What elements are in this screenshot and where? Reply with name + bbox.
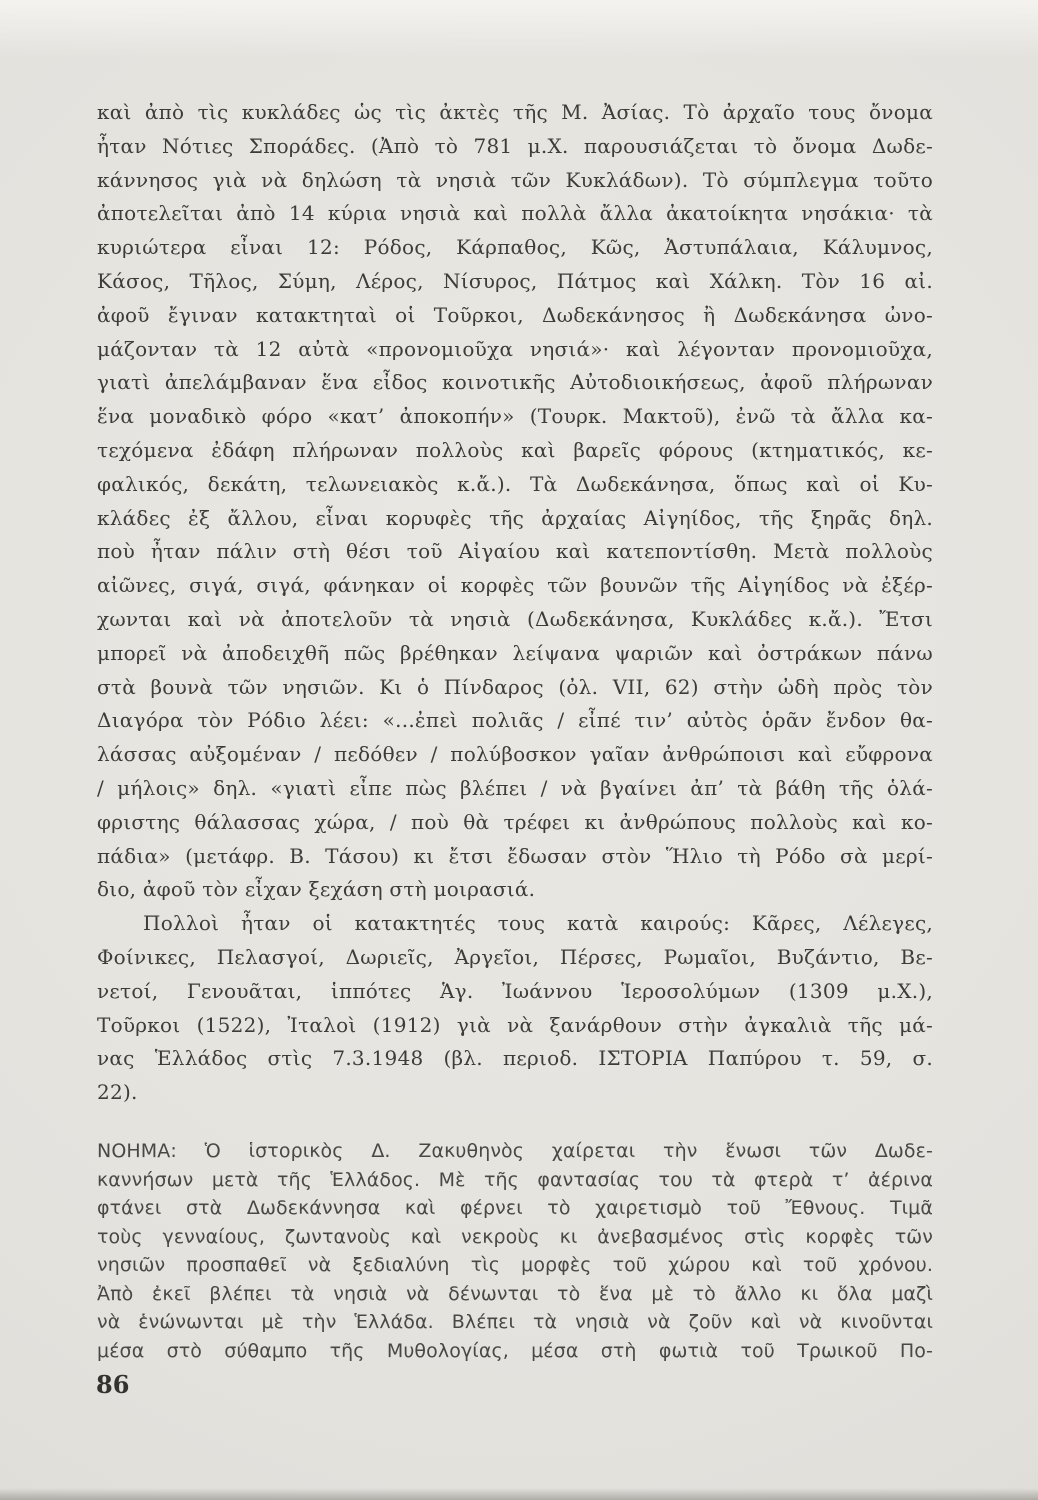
text-line: νετοί, Γενουᾶται, ἱππότες Ἁγ. Ἰωάννου Ἱεροσολύμων (1309 μ.Χ.), xyxy=(97,978,933,1003)
text-line: ἕνα μοναδικὸ φόρο «κατ’ ἀποκοπήν» (Τουρκ. Μακτοῦ), ἐνῶ τὰ ἄλλα κα- xyxy=(97,404,933,429)
text-line: αἰῶνες, σιγά, σιγά, φάνηκαν οἱ κορφὲς τῶν βουνῶν τῆς Αἰγηίδος νὰ ἐξέρ- xyxy=(97,573,933,598)
text-line: φτάνει στὰ Δωδεκάννησα καὶ φέρνει τὸ χαιρετισμὸ τοῦ Ἔθνους. Τιμᾶ xyxy=(97,1197,933,1220)
text-line: ἀφοῦ ἔγιναν κατακτηταὶ οἱ Τοῦρκοι, Δωδεκάνησος ἢ Δωδεκάνησα ὠνο- xyxy=(97,302,933,327)
text-line: μπορεῖ νὰ ἀποδειχθῆ πῶς βρέθηκαν λείψανα ψαριῶν καὶ ὀστράκων πάνω xyxy=(97,640,933,665)
text-line: ποὺ ἦταν πάλιν στὴ θέσι τοῦ Αἰγαίου καὶ κατεποντίσθη. Μετὰ πολλοὺς xyxy=(97,539,933,564)
page-number: 86 xyxy=(96,1370,130,1399)
text-line: νὰ ἑνώνωνται μὲ τὴν Ἑλλάδα. Βλέπει τὰ νησιὰ νὰ ζοῦν καὶ νὰ κινοῦνται xyxy=(97,1311,933,1334)
text-block xyxy=(97,96,933,1366)
text-line: μάζονταν τὰ 12 αὐτὰ «προνομιοῦχα νησιά»· καὶ λέγονταν προνομιοῦχα, xyxy=(97,336,933,361)
text-line: Διαγόρα τὸν Ρόδιο λέει: «...ἐπεὶ πολιᾶς / εἶπέ τιν’ αὐτὸς ὁρᾶν ἔνδον θα- xyxy=(97,708,933,733)
text-line: ΝΟΗΜΑ: Ὁ ἱστορικὸς Δ. Ζακυθηνὸς χαίρεται τὴν ἕνωσι τῶν Δωδε- xyxy=(97,1139,933,1162)
text-line: Τοῦρκοι (1522), Ἰταλοὶ (1912) γιὰ νὰ ξανάρθουν στὴν ἀγκαλιὰ τῆς μά- xyxy=(97,1012,933,1037)
text-line: ἦταν Νότιες Σποράδες. (Ἀπὸ τὸ 781 μ.Χ. παρουσιάζεται τὸ ὄνομα Δωδε- xyxy=(97,133,933,158)
text-line: λάσσας αὐξομέναν / πεδόθεν / πολύβοσκον γαῖαν ἀνθρώποισι καὶ εὔφρονα xyxy=(97,742,933,767)
text-line: φαλικός, δεκάτη, τελωνειακὸς κ.ἄ.). Τὰ Δωδεκάνησα, ὅπως καὶ οἱ Κυ- xyxy=(97,471,933,496)
text-line: 22). xyxy=(97,1080,138,1105)
text-line: πάδια» (μετάφρ. Β. Τάσου) κι ἔτσι ἔδωσαν στὸν Ἥλιο τὴ Ρόδο σὰ μερί- xyxy=(97,843,933,868)
text-line: Κάσος, Τῆλος, Σύμη, Λέρος, Νίσυρος, Πάτμος καὶ Χάλκη. Τὸν 16 αἰ. xyxy=(97,268,933,293)
text-line: κλάδες ἐξ ἄλλου, εἶναι κορυφὲς τῆς ἀρχαίας Αἰγηίδος, τῆς ξηρᾶς δηλ. xyxy=(97,505,933,530)
text-line: κάννησος γιὰ νὰ δηλώση τὰ νησιὰ τῶν Κυκλάδων). Τὸ σύμπλεγμα τοῦτο xyxy=(97,167,933,192)
text-line: Φοίνικες, Πελασγοί, Δωριεῖς, Ἀργεῖοι, Πέρσες, Ρωμαῖοι, Βυζάντιο, Βε- xyxy=(97,944,933,969)
paragraph-conquerors xyxy=(97,907,933,1110)
text-line: Ἀπὸ ἐκεῖ βλέπει τὰ νησιὰ νὰ δένωνται τὸ ἕνα μὲ τὸ ἄλλο κι ὅλα μαζὶ xyxy=(97,1282,933,1305)
paragraph-body-continuation xyxy=(97,96,933,907)
text-line: χωνται καὶ νὰ ἀποτελοῦν τὰ νησιὰ (Δωδεκάνησα, Κυκλάδες κ.ἄ.). Ἔτσι xyxy=(97,606,933,631)
page-top-edge xyxy=(0,0,1038,58)
text-line: τοὺς γενναίους, ζωντανοὺς καὶ νεκροὺς κι ἀνεβασμένος στὶς κορφὲς τῶν xyxy=(97,1225,933,1248)
text-line: / μήλοις» δηλ. «γιατὶ εἶπε πὼς βλέπει / νὰ βγαίνει ἀπ’ τὰ βάθη τῆς ὁλά- xyxy=(97,775,933,800)
text-line: καννήσων μετὰ τῆς Ἑλλάδος. Μὲ τῆς φαντασίας του τὰ φτερὰ τ’ ἀέρινα xyxy=(97,1168,933,1191)
text-line: διο, ἀφοῦ τὸν εἶχαν ξεχάση στὴ μοιρασιά. xyxy=(97,877,536,902)
text-line: νησιῶν προσπαθεῖ νὰ ξεδιαλύνη τὶς μορφὲς τοῦ χώρου καὶ τοῦ χρόνου. xyxy=(97,1254,933,1277)
text-line: καὶ ἀπὸ τὶς κυκλάδες ὡς τὶς ἀκτὲς τῆς Μ. Ἀσίας. Τὸ ἀρχαῖο τους ὄνομα xyxy=(97,100,933,124)
text-line: μέσα στὸ σύθαμπο τῆς Μυθολογίας, μέσα στὴ φωτιὰ τοῦ Τρωικοῦ Πο- xyxy=(97,1340,933,1363)
page-bottom-edge xyxy=(0,1488,1038,1500)
text-line: φριστης θάλασσας χώρα, / ποὺ θὰ τρέφει κι ἀνθρώπους πολλοὺς καὶ κο- xyxy=(97,809,933,834)
text-line: νας Ἑλλάδος στὶς 7.3.1948 (βλ. περιοδ. ΙΣΤΟΡΙΑ Παπύρου τ. 59, σ. xyxy=(97,1046,933,1071)
text-line: στὰ βουνὰ τῶν νησιῶν. Κι ὁ Πίνδαρος (ὀλ. VII, 62) στὴν ὠδὴ πρὸς τὸν xyxy=(97,674,933,699)
text-line: τεχόμενα ἐδάφη πλήρωναν πολλοὺς καὶ βαρεῖς φόρους (κτηματικός, κε- xyxy=(97,437,933,462)
text-line: ἀποτελεῖται ἀπὸ 14 κύρια νησιὰ καὶ πολλὰ ἄλλα ἀκατοίκητα νησάκια· τὰ xyxy=(97,201,933,226)
text-line: γιατὶ ἀπελάμβαναν ἕνα εἶδος κοινοτικῆς Αὐτοδιοικήσεως, ἀφοῦ πλήρωναν xyxy=(97,370,933,395)
text-line: Πολλοὶ ἦταν οἱ κατακτητές τους κατὰ καιρούς: Κᾶρες, Λέλεγες, xyxy=(143,911,933,936)
paragraph-noima xyxy=(97,1137,933,1366)
text-line: κυριώτερα εἶναι 12: Ρόδος, Κάρπαθος, Κῶς, Ἀστυπάλαια, Κάλυμνος, xyxy=(97,235,933,260)
